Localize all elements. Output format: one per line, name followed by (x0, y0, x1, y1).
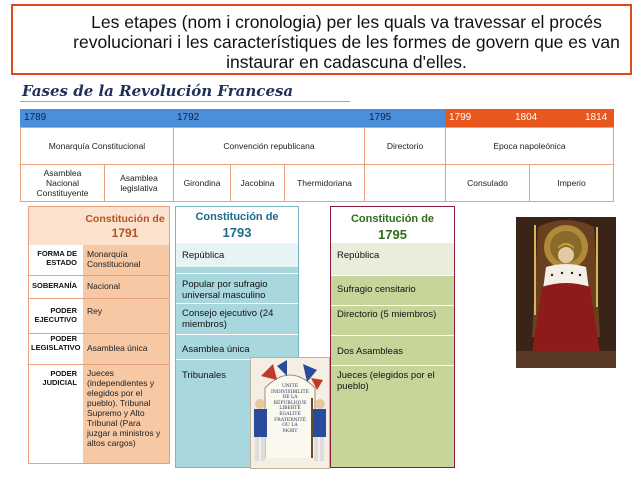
subphase-consulado: Consulado (445, 164, 530, 202)
panel-1795 (330, 206, 455, 468)
row-1795-soberania: Sufragio censitario (337, 284, 416, 295)
poster-line: MORT (282, 428, 298, 434)
year-1804: 1804 (515, 112, 538, 123)
year-1789: 1789 (24, 112, 47, 123)
divider (176, 273, 298, 274)
divider (29, 364, 169, 365)
panel-1793-year: 1793 (222, 225, 252, 240)
subphase-imperio: Imperio (529, 164, 614, 202)
year-1814: 1814 (585, 112, 608, 123)
row-1793-legislativo: Asamblea única (182, 344, 250, 355)
poster-line: ÉGALITÉ (279, 411, 301, 417)
phase-convencion: Convención republicana (173, 127, 365, 165)
panel-1791-year: 1791 (111, 226, 139, 240)
poster-line: OU LA (282, 423, 298, 429)
phase-monarquia: Monarquía Constitucional (20, 127, 174, 165)
subphase-thermidoriana: Thermidoriana (284, 164, 365, 202)
divider (29, 275, 169, 276)
row-1795-estado: República (337, 250, 380, 261)
subphase-asamblea-legislativa: Asamblea legislativa (104, 164, 174, 202)
subtitle-underline (20, 101, 350, 102)
panel-1791-title: Constitución de (85, 213, 165, 225)
panel-1795-year: 1795 (378, 227, 407, 242)
divider (176, 303, 298, 304)
poster-line: INDIVISIBILITÉ (271, 389, 309, 395)
subphase-empty (364, 164, 446, 202)
row-value-judicial: Jueces (independientes y elegidos por el pueblo). Tribunal Supremo y Alto Tribunal (Para juzgar a ministros y altos cargos) (87, 368, 161, 448)
revolution-poster-image (250, 357, 330, 469)
row-1795-ejecutivo: Directorio (5 miembros) (337, 309, 437, 320)
year-1795: 1795 (369, 112, 392, 123)
row-1793-ejecutivo: Consejo ejecutivo (24 miembros) (182, 308, 274, 330)
panel-1791 (28, 206, 170, 464)
panel-1793-title: Constitución de (195, 211, 279, 223)
subphase-asamblea-constituyente: Asamblea Nacional Constituyente (20, 164, 105, 202)
subtitle: Fases de la Revolución Francesa (22, 82, 294, 100)
row-1793-estado: República (182, 250, 225, 261)
poster-text (271, 384, 309, 434)
poster-line: FRATERNITÉ (274, 417, 306, 423)
poster-line: LIBERTÉ (279, 406, 301, 412)
row-label-soberania: SOBERANÍA (31, 281, 77, 290)
row-value-legislativo: Asamblea única (87, 343, 148, 353)
divider (176, 334, 298, 335)
phase-directorio: Directorio (364, 127, 446, 165)
divider (29, 298, 169, 299)
year-1799: 1799 (449, 112, 472, 123)
subphase-jacobina: Jacobina (230, 164, 285, 202)
row-value-soberania: Nacional (87, 281, 121, 291)
panel-1795-title: Constitución de (350, 213, 435, 225)
phase-napoleonica: Epoca napoleónica (445, 127, 614, 165)
divider (331, 275, 454, 276)
napoleon-portrait-image (516, 217, 616, 368)
row-label-judicial: PODER JUDICIAL (42, 369, 77, 387)
poster-line: UNITÉ (281, 384, 299, 389)
row-1795-judicial: Jueces (elegidos por el pueblo) (337, 370, 435, 392)
header-text: Les etapes (nom i cronologia) per les quals va travessar el procés revolucionari i les característiques de les formes de govern que es van instaurar en cadascuna d'elles. (73, 12, 620, 72)
year-1792: 1792 (177, 112, 200, 123)
poster-line: DE LA (282, 395, 298, 401)
divider (331, 305, 454, 306)
divider (331, 365, 454, 366)
row-label-legislativo: PODER LEGISLATIVO (31, 334, 81, 352)
divider (331, 335, 454, 336)
poster-line: RÉPUBLIQUE (273, 400, 307, 406)
row-1795-legislativo: Dos Asambleas (337, 346, 404, 357)
row-value-ejecutivo: Rey (87, 306, 103, 316)
row-1793-soberania: Popular por sufragio universal masculino (182, 279, 268, 301)
row-label-forma-estado: FORMA DE ESTADO (37, 249, 77, 267)
subphase-girondina: Girondina (173, 164, 231, 202)
row-value-forma-estado: Monarquía Constitucional (87, 249, 141, 269)
row-1793-judicial: Tribunales (182, 370, 227, 381)
row-label-ejecutivo: PODER EJECUTIVO (34, 306, 77, 324)
napoleon-throne-icon (516, 217, 616, 368)
header-box (11, 4, 632, 75)
